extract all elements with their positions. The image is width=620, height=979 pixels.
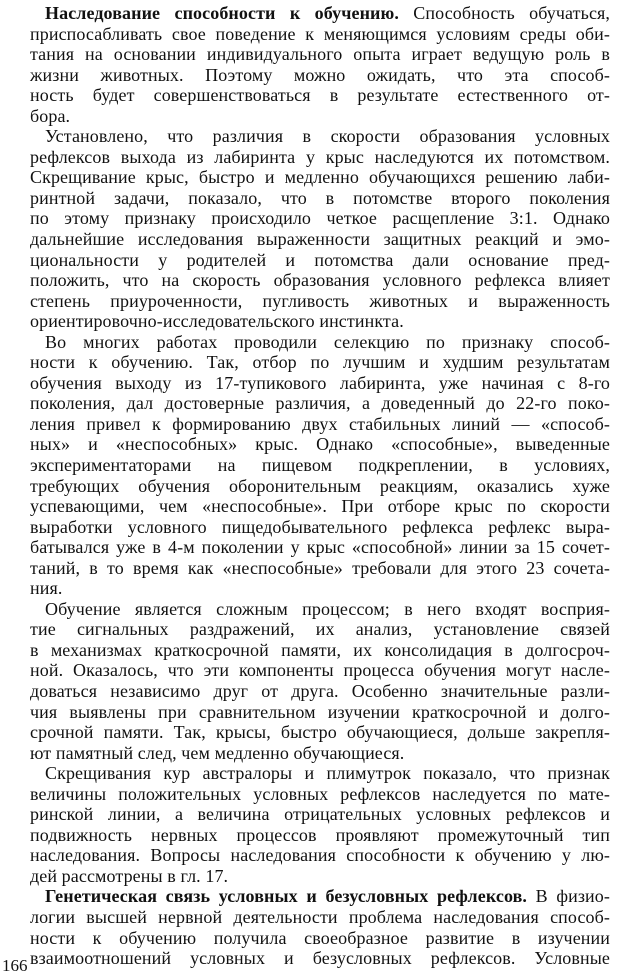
text-line: приспосабливать свое поведение к меняющимся условиям среды оби-	[30, 23, 610, 44]
text-line: выработки условного пищедобывательного рефлекса рефлекс выра-	[30, 516, 610, 537]
text-line: чия выявлены при сравнительном изучении краткосрочной и долго-	[30, 701, 610, 722]
text-line: по этому признаку происходило четкое расщепление 3:1. Однако	[30, 208, 610, 229]
text-line: дальнейшие исследования выраженности защитных реакций и эмо-	[30, 229, 610, 249]
text-line: степень приуроченности, пугливость животных и выраженность	[30, 290, 610, 311]
text-line: тие сигнальных раздражений, их анализ, установление связей	[30, 619, 610, 640]
page-number: 166	[2, 956, 28, 975]
text-line: Скрещивания кур австралоры и плимутрок показало, что признак	[45, 763, 610, 784]
text-line: величины положительных условных рефлексов наследуется по мате-	[30, 783, 610, 804]
text-line: Скрещивание крыс, быстро и медленно обучающихся решению лаби-	[30, 167, 610, 188]
text-line: тания на основании индивидуального опыта играет ведущую роль в	[30, 44, 610, 65]
text-line: ности к обучению получила своеобразное развитие в изучении	[30, 927, 610, 948]
section-heading: Наследование способности к обучению.	[45, 3, 399, 23]
text-line: ления привел к формированию двух стабильных линий — «способ-	[30, 413, 610, 434]
text-line: ринской линии, а величина отрицательных условных рефлексов и	[30, 804, 610, 825]
text-line: бора.	[30, 105, 71, 126]
text-line: Наследование способности к обучению. Способность обучаться,	[45, 3, 611, 23]
text-line: жизни животных. Поэтому можно ожидать, что эта способ-	[30, 64, 610, 85]
text-line: Установлено, что различия в скорости образования условных	[45, 126, 610, 147]
text-line: логии высшей нервной деятельности проблема наследования способ-	[30, 906, 610, 927]
text-line: наследования. Вопросы наследования способности к обучению у лю-	[30, 845, 610, 866]
text-line: требующих обучения оборонительным реакциям, оказались хуже	[30, 475, 610, 496]
text-line: Обучение является сложным процессом; в него входят восприя-	[45, 598, 610, 619]
text-line: ной. Оказалось, что эти компоненты процесса обучения могут насле-	[30, 660, 610, 681]
text-line: таний, в то время как «неспособные» требовали для этого 23 сочета-	[30, 557, 610, 578]
text-line: дей рассмотрены в гл. 17.	[30, 865, 229, 886]
text-line: ют памятный след, чем медленно обучающиеся.	[30, 742, 405, 763]
text-line: положить, что на скорость образования условного рефлекса влияет	[30, 270, 610, 291]
text-line: доваться независимо друг от друга. Особенно значительные разли-	[30, 680, 610, 701]
text-line: ринтной задачи, показало, что в потомстве второго поколения	[30, 187, 610, 208]
text-line: в механизмах краткосрочной памяти, их консолидация в долгосроч-	[30, 639, 610, 660]
text-line: циональности у родителей и потомства дали основание пред-	[30, 249, 610, 270]
text-line: срочной памяти. Так, крысы, быстро обучающиеся, дольше закрепля-	[30, 722, 610, 742]
text-line: Во многих работах проводили селекцию по признаку способ-	[45, 331, 610, 352]
text-line: экспериментаторами на пищевом подкреплении, в условиях,	[30, 455, 610, 475]
text-line: ориентировочно-исследовательского инстинкта.	[30, 311, 404, 332]
text-line: батывался уже в 4-м поколении у крыс «способной» линии за 15 сочет-	[30, 537, 610, 558]
text-line: рефлексов выхода из лабиринта у крыс наследуются их потомством.	[30, 146, 610, 167]
text-line: успевающими, чем «неспособные». При отборе крыс по скорости	[30, 496, 610, 516]
text-line: подвижность нервных процессов проявляют промежуточный тип	[30, 824, 610, 845]
text-line: Генетическая связь условных и безусловных рефлексов. В физио-	[45, 886, 610, 907]
text-line: ния.	[30, 578, 63, 599]
text-line: ных» и «неспособных» крыс. Однако «способные», выведенные	[30, 434, 610, 455]
text-line: ность будет совершенствоваться в результате естественного от-	[30, 85, 610, 106]
text-line: взаимоотношений условных и безусловных рефлексов. Условные	[30, 948, 610, 968]
text-line: поколения, дал достоверные различия, а доведенный до 22-го поко-	[30, 393, 610, 414]
text-line: ности к обучению. Так, отбор по лучшим и худшим результатам	[30, 352, 610, 373]
text-line: обучения выходу из 17-тупикового лабиринта, уже начиная с 8-го	[30, 372, 610, 393]
section-heading: Генетическая связь условных и безусловных рефлексов.	[45, 886, 528, 907]
